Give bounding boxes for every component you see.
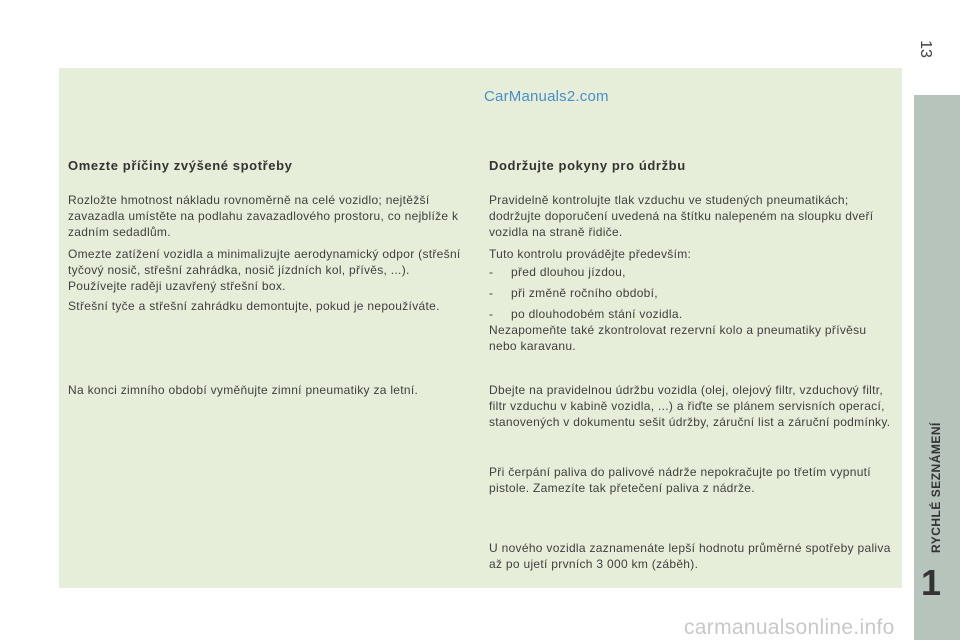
right-paragraph-2: Tuto kontrolu provádějte především: (489, 247, 692, 261)
check-list (489, 265, 682, 328)
page-number: 13 (917, 40, 935, 58)
watermark-footer[interactable]: carmanualsonline.info (684, 616, 895, 639)
right-heading: Dodržujte pokyny pro údržbu (489, 158, 686, 173)
left-paragraph-2: Omezte zatížení vozidla a minimalizujte aerodynamický odpor (střešní tyčový nosič, střešní zahrádka, nosič jízdních kol, přívěs, ...). Používejte raději uzavřený střešní box. (68, 247, 461, 294)
watermark-logo[interactable]: CarManuals2.com (484, 88, 609, 105)
left-heading: Omezte příčiny zvýšené spotřeby (68, 158, 293, 173)
left-paragraph-3: Střešní tyče a střešní zahrádku demontujte, pokud je nepoužíváte. (68, 299, 440, 313)
right-paragraph-3: Nezapomeňte také zkontrolovat rezervní kolo a pneumatiky přívěsu nebo karavanu. (489, 323, 867, 354)
right-paragraph-5: Při čerpání paliva do palivové nádrže nepokračujte po třetím vypnutí pistole. Zamezíte tak přetečení paliva z nádrže. (489, 465, 871, 496)
list-item (489, 265, 682, 286)
section-number: 1 (921, 562, 942, 603)
right-paragraph-4: Dbejte na pravidelnou údržbu vozidla (olej, olejový filtr, vzduchový filtr, filtr vzduchu v kabině vozidla, ...) a řiďte se plánem servisních operací, stanovených v dokumentu sešit údržby, záruční list a záruční podmínky. (489, 383, 891, 430)
list-item-text: při změně ročního období, (511, 286, 658, 300)
list-item-text: před dlouhou jízdou, (511, 265, 626, 279)
left-paragraph-1: Rozložte hmotnost nákladu rovnoměrně na celé vozidlo; nejtěžší zavazadla umístěte na podlahu zavazadlového prostoru, co nejblíže k zadním sedadlům. (68, 193, 459, 240)
list-item-text: po dlouhodobém stání vozidla. (511, 307, 683, 321)
left-paragraph-4: Na konci zimního období vyměňujte zimní pneumatiky za letní. (68, 383, 419, 397)
list-item (489, 286, 682, 307)
section-title: RYCHLÉ SEZNÁMENÍ (929, 422, 943, 553)
section-tab (914, 95, 960, 640)
dash-bullet: - (489, 286, 494, 300)
right-paragraph-1: Pravidelně kontrolujte tlak vzduchu ve studených pneumatikách; dodržujte doporučení uvedená na štítku nalepeném na sloupku dveří vozidla na straně řidiče. (489, 193, 874, 240)
dash-bullet: - (489, 265, 494, 279)
dash-bullet: - (489, 307, 494, 321)
right-paragraph-6: U nového vozidla zaznamenáte lepší hodnotu průměrné spotřeby paliva až po ujetí prvních 3 000 km (záběh). (489, 541, 891, 572)
